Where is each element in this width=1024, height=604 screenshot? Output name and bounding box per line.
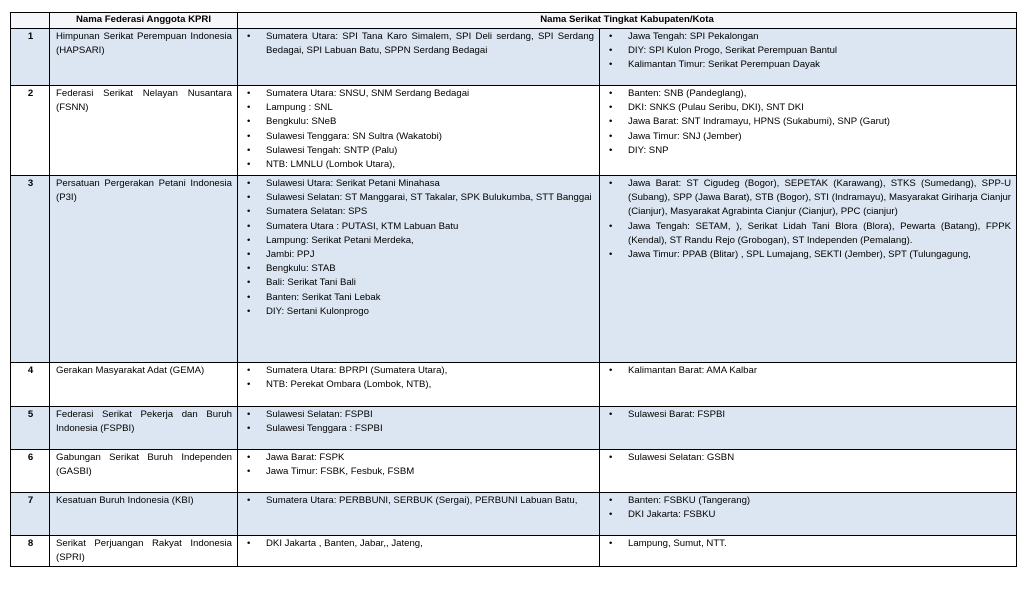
federation-name: Gerakan Masyarakat Adat (GEMA) [50, 363, 238, 407]
list-item [244, 291, 594, 305]
union-list-right [606, 177, 1011, 262]
list-item [244, 364, 594, 378]
list-item [244, 177, 594, 191]
bullet-icon: • [247, 192, 251, 204]
union-list-left [244, 30, 594, 58]
bullet-icon: • [609, 538, 613, 549]
list-item [244, 262, 594, 276]
list-item [244, 305, 594, 319]
bullet-icon: • [247, 452, 251, 463]
union-entry: DIY: Sertani Kulonprogo [266, 305, 369, 317]
union-list-right [606, 30, 1011, 73]
federation-name: Kesatuan Buruh Indonesia (KBI) [50, 493, 238, 536]
bullet-icon: • [247, 263, 251, 275]
bullet-icon: • [609, 178, 613, 189]
bullet-icon: • [609, 45, 613, 57]
union-entry: Lampung, Sumut, NTT. [628, 538, 727, 549]
row-number: 2 [11, 86, 50, 176]
kpri-federation-table [10, 12, 1017, 567]
row-number: 4 [11, 363, 50, 407]
bullet-icon: • [247, 409, 251, 420]
bullet-icon: • [247, 423, 251, 435]
list-item [244, 87, 594, 101]
union-entry: Banten: Serikat Tani Lebak [266, 291, 381, 303]
union-entry: Kalimantan Timur: Serikat Perempuan Dayak [628, 59, 820, 71]
union-entry: Sulawesi Tenggara : FSPBI [266, 423, 383, 435]
list-item [244, 408, 594, 422]
bullet-icon: • [609, 249, 613, 261]
union-entry: Jawa Barat: FSPK [266, 452, 345, 463]
bullet-icon: • [247, 178, 251, 189]
union-list-cell-right [600, 450, 1017, 493]
list-item [244, 465, 594, 479]
list-item [244, 422, 594, 436]
union-list-right [606, 494, 1011, 522]
union-entry: Jawa Barat: ST Cigudeg (Bogor), SEPETAK (Karawang), STKS (Sumedang), SPP-U (Subang), SPP (Jawa Barat), STB (Bogor), STI (Indramayu), Masyarakat Giriharja Cianjur (Cianjur), Masyarakat Agrabinta Cianjur (Cianjur), PPC (cianjur) [628, 178, 1011, 218]
row-number: 3 [11, 176, 50, 363]
list-item [244, 205, 594, 219]
union-entry: Bali: Serikat Tani Bali [266, 277, 356, 289]
union-list-cell-left [238, 86, 600, 176]
union-entry: DKI Jakarta , Banten, Jabar,, Jateng, [266, 538, 423, 549]
list-item [606, 144, 1011, 158]
union-list-right [606, 408, 1011, 422]
list-item [244, 191, 594, 205]
union-list-cell-right [600, 29, 1017, 86]
table-header-row [11, 13, 1017, 29]
bullet-icon: • [247, 31, 251, 42]
bullet-icon: • [247, 305, 251, 317]
table-body [11, 29, 1017, 567]
union-entry: NTB: LMNLU (Lombok Utara), [266, 159, 396, 171]
union-entry: DKI Jakarta: FSBKU [628, 509, 716, 521]
list-item [606, 248, 1011, 262]
union-list-left [244, 451, 594, 479]
list-item [244, 30, 594, 58]
union-entry: Bengkulu: SNeB [266, 116, 337, 128]
union-entry: Sulawesi Selatan: GSBN [628, 452, 735, 463]
list-item [606, 87, 1011, 101]
union-list-left [244, 408, 594, 436]
bullet-icon: • [247, 277, 251, 289]
union-list-left [244, 537, 594, 551]
bullet-icon: • [247, 102, 251, 114]
bullet-icon: • [247, 144, 251, 156]
bullet-icon: • [247, 116, 251, 128]
list-item [244, 248, 594, 262]
list-item [606, 364, 1011, 378]
union-entry: Sumatera Utara: BPRPI (Sumatera Utara), [266, 365, 448, 376]
header-federation-name: Nama Federasi Anggota KPRI [50, 13, 238, 29]
list-item [606, 494, 1011, 508]
union-entry: Sumatera Utara: SNSU, SNM Serdang Bedagai [266, 88, 470, 99]
federation-name: Serikat Perjuangan Rakyat Indonesia (SPRI) [50, 536, 238, 567]
union-list-cell-right [600, 407, 1017, 450]
bullet-icon: • [247, 206, 251, 218]
row-number: 8 [11, 536, 50, 567]
bullet-icon: • [609, 409, 613, 420]
bullet-icon: • [609, 31, 613, 42]
bullet-icon: • [609, 59, 613, 71]
list-item [606, 101, 1011, 115]
row-number: 1 [11, 29, 50, 86]
union-entry: DKI: SNKS (Pulau Seribu, DKI), SNT DKI [628, 102, 804, 114]
union-entry: Jawa Timur: PPAB (Blitar) , SPL Lumajang, SEKTI (Jember), SPT (Tulungagung, [628, 249, 971, 261]
bullet-icon: • [247, 249, 251, 261]
bullet-icon: • [247, 291, 251, 303]
union-entry: Jawa Tengah: SPI Pekalongan [628, 31, 759, 42]
bullet-icon: • [609, 365, 613, 376]
row-number: 6 [11, 450, 50, 493]
table-row [11, 536, 1017, 567]
federation-name: Gabungan Serikat Buruh Independen (GASBI) [50, 450, 238, 493]
union-entry: Jawa Tengah: SETAM, ), Serikat Lidah Tani Blora (Blora), Pewarta (Batang), FPPK (Kendal), ST Randu Rejo (Grobogan), ST Independen (Pemalang). [628, 220, 1011, 246]
list-item [244, 537, 594, 551]
union-entry: Sumatera Utara: SPI Tana Karo Simalem, SPI Deli serdang, SPI Serdang Bedagai, SPI Labuan Batu, SPPN Serdang Bedagai [266, 31, 594, 57]
union-entry: Banten: FSBKU (Tangerang) [628, 495, 751, 506]
bullet-icon: • [247, 466, 251, 478]
bullet-icon: • [247, 220, 251, 232]
bullet-icon: • [247, 365, 251, 376]
list-item [606, 177, 1011, 220]
union-entry: Lampung: Serikat Petani Merdeka, [266, 234, 414, 246]
union-entry: Sulawesi Utara: Serikat Petani Minahasa [266, 178, 440, 189]
bullet-icon: • [609, 452, 613, 463]
union-entry: Jawa Timur: FSBK, Fesbuk, FSBM [266, 466, 415, 478]
bullet-icon: • [247, 159, 251, 171]
union-entry: Jambi: PPJ [266, 249, 315, 261]
union-list-cell-right [600, 176, 1017, 363]
union-list-cell-left [238, 407, 600, 450]
union-list-cell-right [600, 86, 1017, 176]
row-number: 5 [11, 407, 50, 450]
list-item [244, 158, 594, 172]
union-entry: DIY: SPI Kulon Progo, Serikat Perempuan Bantul [628, 45, 838, 57]
union-list-left [244, 364, 594, 392]
list-item [606, 130, 1011, 144]
bullet-icon: • [247, 379, 251, 391]
table-row [11, 86, 1017, 176]
bullet-icon: • [609, 495, 613, 506]
union-entry: Sumatera Selatan: SPS [266, 206, 368, 218]
union-list-cell-left [238, 450, 600, 493]
union-list-right [606, 364, 1011, 378]
bullet-icon: • [609, 509, 613, 521]
union-entry: Lampung : SNL [266, 102, 333, 114]
list-item [606, 44, 1011, 58]
list-item [606, 408, 1011, 422]
union-list-left [244, 87, 594, 172]
federation-name: Himpunan Serikat Perempuan Indonesia (HAPSARI) [50, 29, 238, 86]
table-row [11, 493, 1017, 536]
union-entry: DIY: SNP [628, 144, 669, 156]
bullet-icon: • [247, 88, 251, 99]
list-item [244, 220, 594, 234]
union-entry: Sumatera Utara: PERBBUNI, SERBUK (Sergai), PERBUNI Labuan Batu, [266, 495, 578, 506]
union-list-cell-left [238, 29, 600, 86]
list-item [244, 101, 594, 115]
union-list-cell-left [238, 176, 600, 363]
union-entry: NTB: Perekat Ombara (Lombok, NTB), [266, 379, 432, 391]
table-row [11, 176, 1017, 363]
list-item [244, 115, 594, 129]
list-item [244, 378, 594, 392]
federation-name: Federasi Serikat Pekerja dan Buruh Indonesia (FSPBI) [50, 407, 238, 450]
bullet-icon: • [609, 88, 613, 99]
bullet-icon: • [609, 116, 613, 128]
bullet-icon: • [609, 220, 613, 232]
header-union-name: Nama Serikat Tingkat Kabupaten/Kota [238, 13, 1017, 29]
union-list-right [606, 87, 1011, 158]
union-entry: Sulawesi Tenggara: SN Sultra (Wakatobi) [266, 130, 442, 142]
list-item [244, 130, 594, 144]
union-list-cell-left [238, 363, 600, 407]
union-list-cell-right [600, 493, 1017, 536]
union-list-cell-left [238, 493, 600, 536]
bullet-icon: • [609, 130, 613, 142]
bullet-icon: • [609, 144, 613, 156]
list-item [606, 115, 1011, 129]
list-item [244, 234, 594, 248]
table-row [11, 29, 1017, 86]
list-item [606, 220, 1011, 248]
federation-name: Federasi Serikat Nelayan Nusantara (FSNN) [50, 86, 238, 176]
table-row [11, 363, 1017, 407]
union-entry: Sulawesi Barat: FSPBI [628, 409, 726, 420]
union-entry: Sulawesi Selatan: ST Manggarai, ST Takalar, SPK Bulukumba, STT Banggai [266, 192, 592, 204]
list-item [244, 494, 594, 508]
bullet-icon: • [247, 538, 251, 549]
list-item [606, 58, 1011, 72]
list-item [244, 451, 594, 465]
list-item [606, 508, 1011, 522]
table-row [11, 450, 1017, 493]
list-item [606, 451, 1011, 465]
union-list-right [606, 451, 1011, 465]
union-entry: Jawa Timur: SNJ (Jember) [628, 130, 742, 142]
bullet-icon: • [247, 495, 251, 506]
bullet-icon: • [247, 234, 251, 246]
union-list-right [606, 537, 1011, 551]
union-list-cell-right [600, 536, 1017, 567]
list-item [606, 30, 1011, 44]
federation-name: Persatuan Pergerakan Petani Indonesia (P3I) [50, 176, 238, 363]
union-list-left [244, 177, 594, 319]
list-item [606, 537, 1011, 551]
union-list-cell-right [600, 363, 1017, 407]
union-list-cell-left [238, 536, 600, 567]
union-entry: Sulawesi Tengah: SNTP (Palu) [266, 144, 398, 156]
header-number [11, 13, 50, 29]
list-item [244, 276, 594, 290]
row-number: 7 [11, 493, 50, 536]
union-entry: Bengkulu: STAB [266, 263, 336, 275]
union-entry: Kalimantan Barat: AMA Kalbar [628, 365, 758, 376]
list-item [244, 144, 594, 158]
bullet-icon: • [609, 102, 613, 114]
union-entry: Sumatera Utara : PUTASI, KTM Labuan Batu [266, 220, 459, 232]
union-entry: Jawa Barat: SNT Indramayu, HPNS (Sukabumi), SNP (Garut) [628, 116, 890, 128]
bullet-icon: • [247, 130, 251, 142]
union-entry: Banten: SNB (Pandeglang), [628, 88, 747, 99]
table-row [11, 407, 1017, 450]
union-list-left [244, 494, 594, 508]
union-entry: Sulawesi Selatan: FSPBI [266, 409, 373, 420]
